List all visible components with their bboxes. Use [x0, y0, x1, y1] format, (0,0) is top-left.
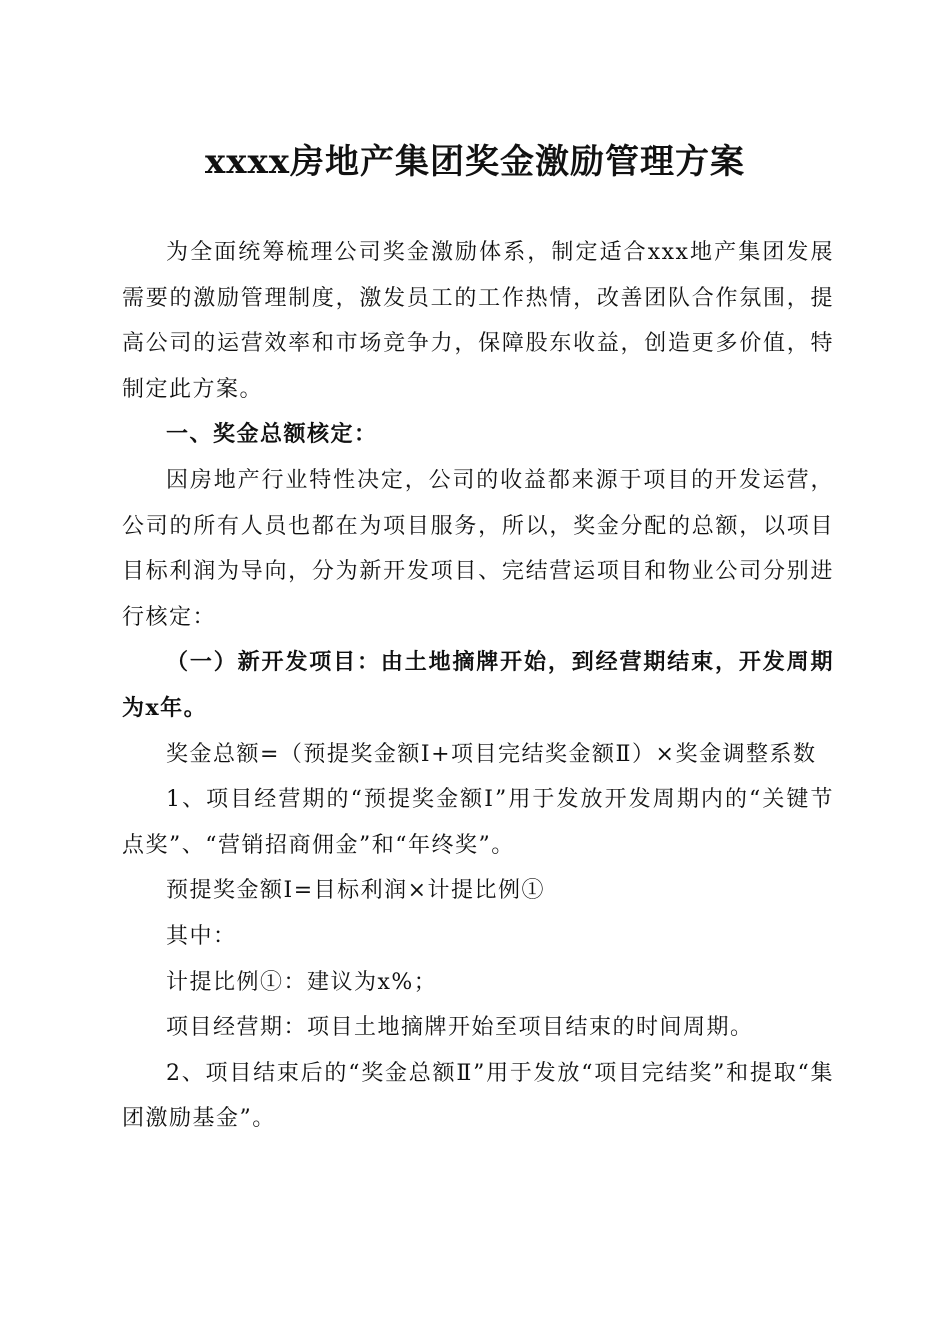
- item-2-paragraph: 2、项目结束后的“奖金总额Ⅱ”用于发放“项目完结奖”和提取“集团激励基金”。: [122, 1060, 834, 1132]
- document-title: xxxx房地产集团奖金激励管理方案: [204, 142, 746, 182]
- document-body: [122, 230, 834, 1142]
- wherein-label: 其中：: [166, 923, 237, 949]
- accrual-formula: 预提奖金额Ⅰ=目标利润×计提比例①: [166, 878, 546, 904]
- bonus-total-paragraph: 因房地产行业特性决定，公司的收益都来源于项目的开发运营，公司的所有人员也都在为项目服务，所以，奖金分配的总额，以项目目标利润为导向，分为新开发项目、完结营运项目和物业公司分别进行核定：: [122, 467, 834, 630]
- accrual-ratio-note: 计提比例①：建议为x%；: [166, 969, 438, 995]
- intro-paragraph: 为全面统筹梳理公司奖金激励体系，制定适合xxx地产集团发展需要的激励管理制度，激发员工的工作热情，改善团队合作氛围，提高公司的运营效率和市场竞争力，保障股东收益，创造更多价值，特制定此方案。: [122, 240, 834, 402]
- operating-period-note: 项目经营期：项目土地摘牌开始至项目结束的时间周期。: [166, 1015, 754, 1041]
- item-1-paragraph: 1、项目经营期的“预提奖金额Ⅰ”用于发放开发周期内的“关键节点奖”、“营销招商佣金”和“年终奖”。: [122, 787, 834, 858]
- subsection-new-project: （一）新开发项目：由土地摘牌开始，到经营期结束，开发周期为x年。: [122, 649, 834, 721]
- bonus-formula: 奖金总额=（预提奖金额Ⅰ+项目完结奖金额Ⅱ）×奖金调整系数: [166, 741, 817, 767]
- section-heading-bonus-total: 一、奖金总额核定：: [166, 421, 378, 448]
